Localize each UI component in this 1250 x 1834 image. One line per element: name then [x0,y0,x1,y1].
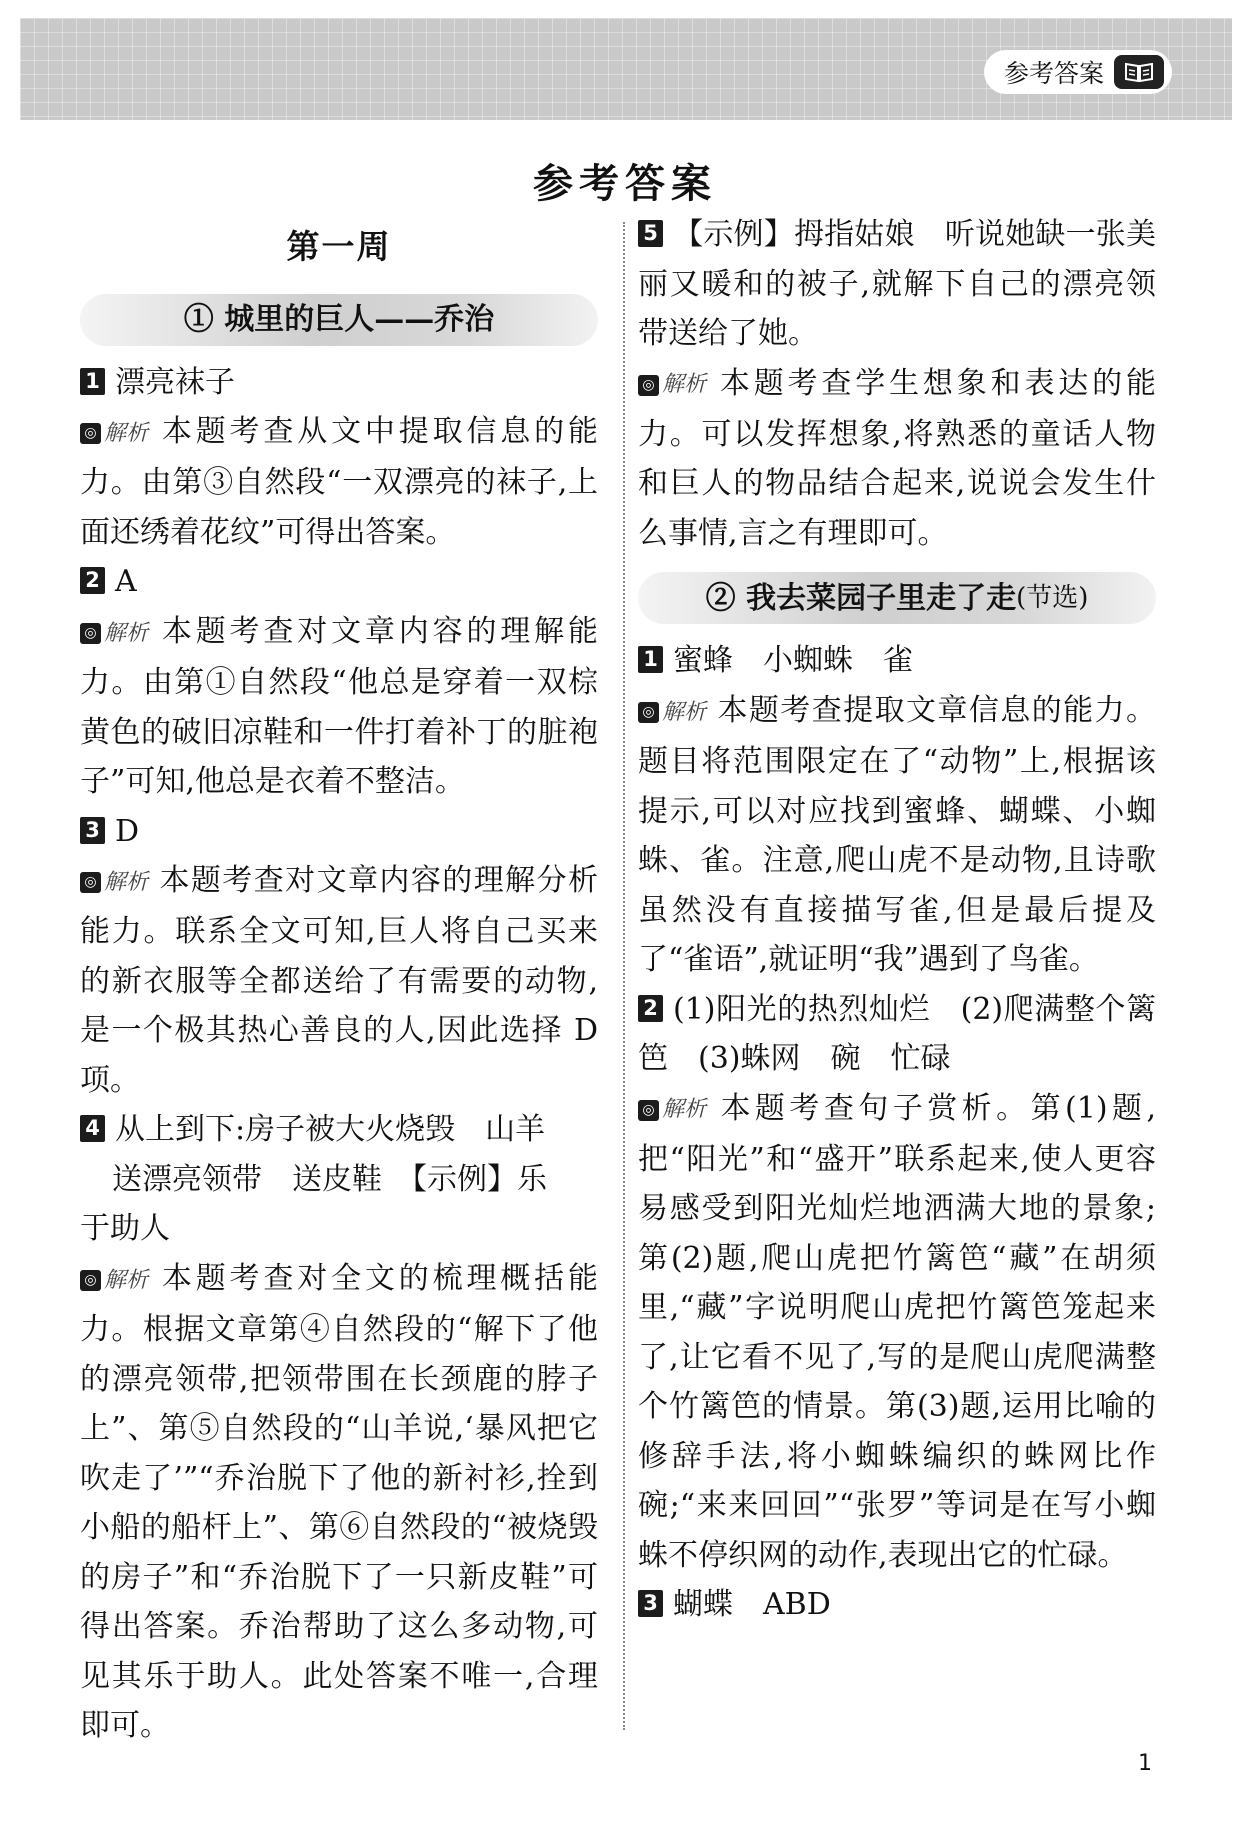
analysis-text: 本题考查从文中提取信息的能力。由第③自然段“一双漂亮的袜子,上面还绣着花纹”可得出答案。 [80,414,598,550]
question-number: 5 [638,220,663,247]
answer-text: (1)阳光的热烈灿烂 (2)爬满整个篱笆 (3)蛛网 碗 忙碌 [638,991,1156,1076]
section-title: ② 我去菜园子里走了走 [705,580,1017,616]
answer-5 [638,210,1156,359]
badge-label: 参考答案 [1003,59,1104,88]
analysis-text: 本题考查对文章内容的理解能力。由第①自然段“他总是穿着一双棕黄色的破旧凉鞋和一件打着补丁的脏袍子”可知,他总是衣着不整洁。 [80,613,598,799]
section-heading-1 [80,294,598,346]
right-column [638,210,1156,1630]
analysis-text: 本题考查对文章内容的理解分析能力。联系全文可知,巨人将自己买来的新衣服等全都送给了有需要的动物,是一个极其热心善良的人,因此选择 D 项。 [80,863,598,1098]
analysis-icon: ◎ [638,702,659,723]
question-number: 4 [80,1115,105,1142]
answer-text: 蝴蝶 ABD [673,1587,831,1623]
answer-4 [80,1105,598,1155]
answer-text: 漂亮袜子 [115,364,235,400]
analysis-tag [80,858,148,908]
analysis-1 [80,407,598,557]
analysis-icon: ◎ [80,872,101,893]
answer-4-line-3: 于助人 [80,1211,170,1247]
analysis-label: 解析 [104,1267,149,1293]
analysis-3 [80,856,598,1105]
week-heading: 第一周 [286,227,392,266]
question-number: 3 [638,1590,663,1617]
question-number: 2 [638,995,663,1022]
analysis-icon: ◎ [80,1270,101,1291]
analysis-tag [80,609,148,659]
answer-key-badge [984,50,1172,94]
answer-text: 蜜蜂 小蜘蛛 雀 [673,643,913,679]
answer-text: 从上到下:房子被大火烧毁 山羊 [115,1112,546,1148]
question-number: 2 [80,567,105,594]
analysis-4 [80,1254,598,1751]
analysis-r2 [638,1084,1156,1581]
section-suffix: (节选) [1016,582,1089,613]
analysis-tag [638,360,706,410]
question-number: 1 [80,368,105,395]
analysis-label: 解析 [662,699,707,725]
analysis-r1 [638,686,1156,985]
answer-r2 [638,985,1156,1084]
answer-2 [80,557,598,607]
answer-r3 [638,1580,1156,1630]
analysis-icon: ◎ [638,1100,659,1121]
analysis-tag [80,409,148,459]
analysis-text: 本题考查句子赏析。第(1)题,把“阳光”和“盛开”联系起来,使人更容易感受到阳光灿烂地洒满大地的景象;第(2)题,爬山虎把竹篱笆“藏”在胡须里,“藏”字说明爬山虎把竹篱笆笼起来了,让它看不见了,写的是爬山虎爬满整个竹篱笆的情景。第(3)题,运用比喻的修辞手法,将小蜘蛛编织的蛛网比作碗;“来来回回”“张罗”等词是在写小蜘蛛不停织网的动作,表现出它的忙碌。 [638,1090,1156,1573]
section-title: ① 城里的巨人——乔治 [183,301,495,337]
analysis-icon: ◎ [80,623,101,644]
analysis-tag [638,688,706,738]
analysis-text: 本题考查学生想象和表达的能力。可以发挥想象,将熟悉的童话人物和巨人的物品结合起来,说说会发生什么事情,言之有理即可。 [638,365,1156,551]
analysis-label: 解析 [662,1097,707,1123]
book-icon [1114,55,1164,89]
answer-text: 【示例】拇指姑娘 听说她缺一张美丽又暖和的被子,就解下自己的漂亮领带送给了她。 [638,217,1156,351]
answer-r1 [638,636,1156,686]
answer-1 [80,358,598,408]
page-number: 1 [1138,1751,1152,1776]
answer-3 [80,807,598,857]
analysis-tag [638,1085,706,1135]
analysis-label: 解析 [104,420,149,446]
analysis-2 [80,607,598,807]
analysis-label: 解析 [662,372,707,398]
answer-text: A [115,564,137,600]
question-number: 3 [80,817,105,844]
analysis-text: 本题考查提取文章信息的能力。题目将范围限定在了“动物”上,根据该提示,可以对应找到蜜蜂、蝴蝶、小蜘蛛、雀。注意,爬山虎不是动物,且诗歌虽然没有直接描写雀,但是最后提及了“雀语”,就证明“我”遇到了鸟雀。 [638,692,1156,977]
analysis-icon: ◎ [80,423,101,444]
left-column [80,210,598,1751]
analysis-label: 解析 [104,869,149,895]
question-number: 1 [638,646,663,673]
answer-4-line-2: 送漂亮领带 送皮鞋 【示例】乐 [112,1161,547,1197]
analysis-text: 本题考查对全文的梳理概括能力。根据文章第④自然段的“解下了他的漂亮领带,把领带围在长颈鹿的脖子上”、第⑤自然段的“山羊说,‘暴风把它吹走了’”“乔治脱下了他的新衬衫,拴到小船的船杆上”、第⑥自然段的“被烧毁的房子”和“乔治脱下了一只新皮鞋”可得出答案。乔治帮助了这么多动物,可见其乐于助人。此处答案不唯一,合理即可。 [80,1260,598,1743]
analysis-icon: ◎ [638,375,659,396]
section-heading-2 [638,572,1156,624]
page-title: 参考答案 [533,160,717,207]
answer-text: D [115,813,140,849]
analysis-5 [638,359,1156,559]
analysis-tag [80,1256,148,1306]
analysis-label: 解析 [104,620,149,646]
column-divider [623,222,625,1730]
